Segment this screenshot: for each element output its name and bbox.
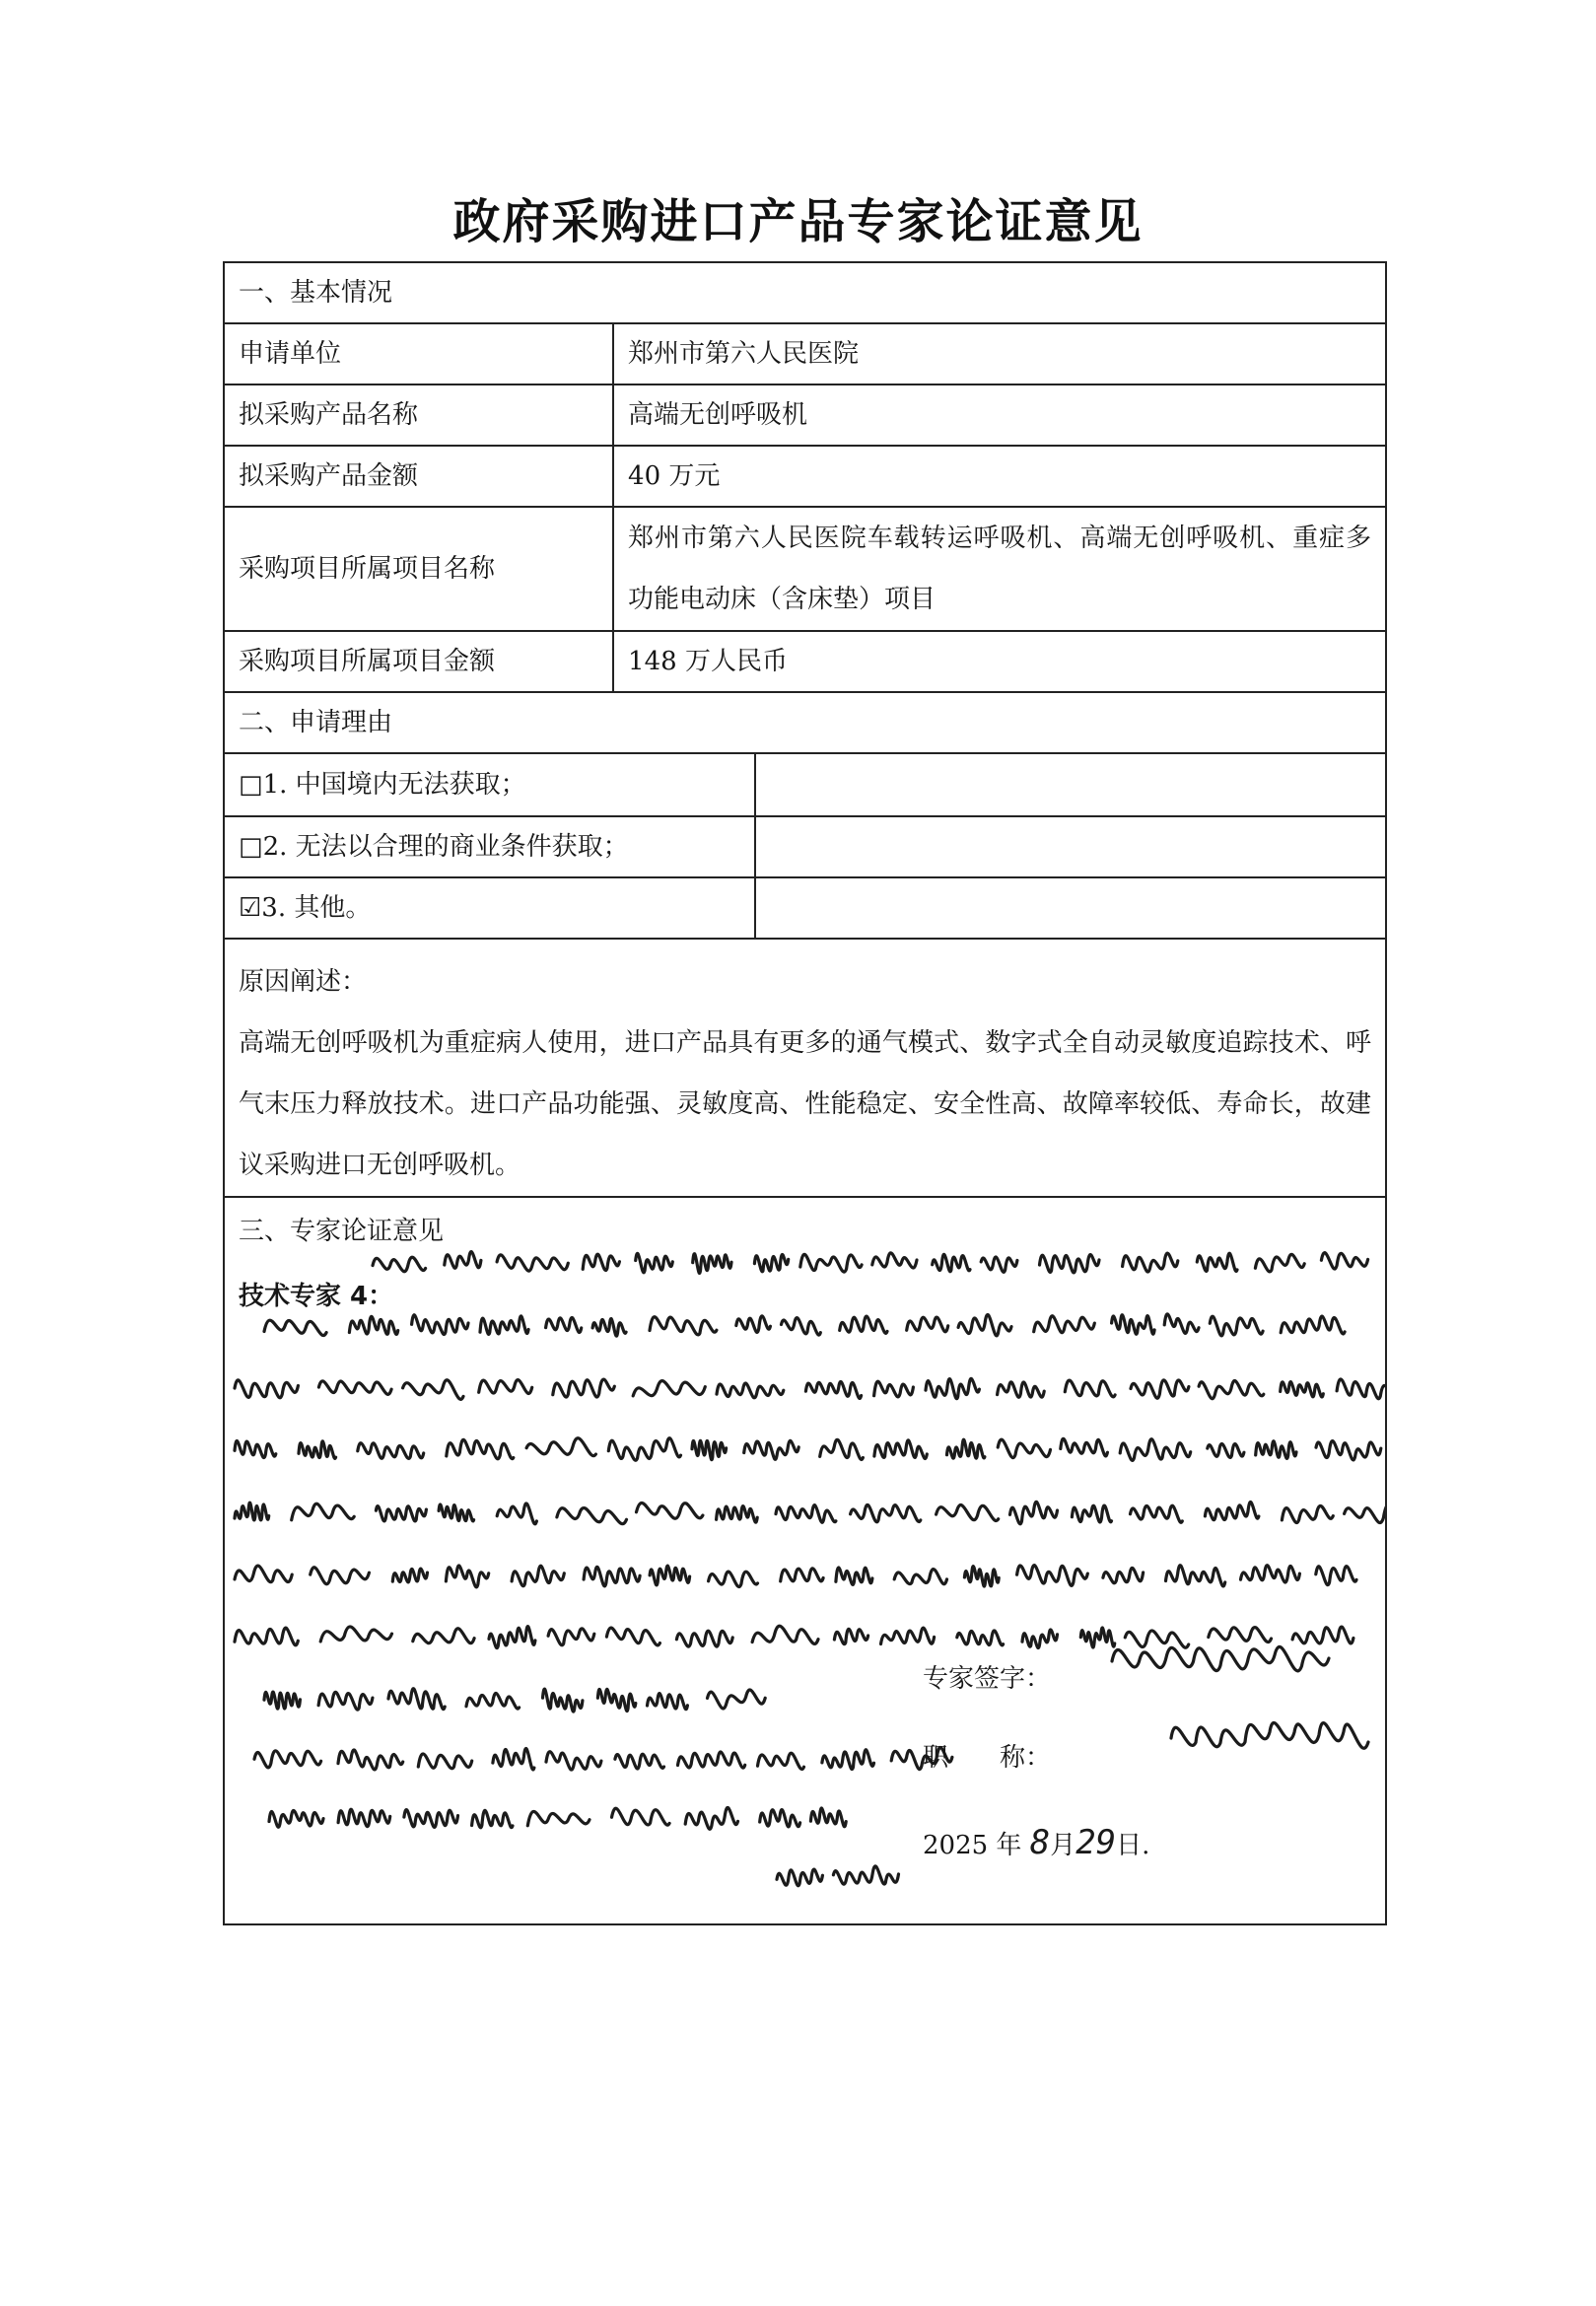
date-day: 29	[1076, 1823, 1117, 1862]
handwriting-stroke	[1209, 1628, 1272, 1642]
handwriting-stroke	[758, 1753, 804, 1769]
handwriting-stroke	[1166, 1566, 1225, 1586]
handwriting-stroke	[373, 1257, 426, 1271]
reason-explain-text: 高端无创呼吸机为重症病人使用，进口产品具有更多的通气模式、数字式全自动灵敏度追踪技术、呼气末压力释放技术。进口产品功能强、灵敏度高、性能稳定、安全性高、故障率较低、寿命长，故建议采购进口无创呼吸机。	[239, 1028, 1371, 1180]
handwriting-stroke	[760, 1810, 800, 1827]
handwriting-stroke	[615, 1754, 664, 1769]
handwriting-stroke	[937, 1505, 999, 1521]
handwriting-stroke	[1112, 1315, 1155, 1334]
handwriting-stroke	[235, 1628, 298, 1645]
handwriting-stroke	[446, 1566, 488, 1587]
handwriting-stroke	[776, 1505, 836, 1523]
field-value: 郑州市第六人民医院	[613, 323, 1386, 384]
handwriting-stroke	[1164, 1314, 1199, 1333]
handwriting-stroke	[872, 1253, 917, 1268]
handwriting-stroke	[254, 1751, 321, 1768]
handwriting-stroke	[874, 1440, 927, 1459]
handwriting-stroke	[933, 1254, 970, 1271]
field-label: 拟采购产品金额	[224, 446, 613, 507]
field-label: 申请单位	[224, 323, 613, 384]
handwriting-stroke	[447, 1439, 514, 1458]
handwriting-stroke	[1040, 1255, 1100, 1273]
handwriting-stroke	[1281, 1382, 1324, 1397]
reason-option-row	[224, 877, 1386, 939]
handwriting-stroke	[311, 1568, 370, 1584]
handwriting-stroke	[1061, 1438, 1108, 1456]
handwriting-stroke	[693, 1254, 731, 1274]
handwriting-stroke	[1131, 1380, 1189, 1398]
handwriting-stroke	[981, 1257, 1017, 1272]
handwriting-stroke	[851, 1504, 921, 1521]
handwriting-stroke	[964, 1567, 999, 1586]
handwriting-stroke	[1125, 1631, 1188, 1647]
field-label: 采购项目所属项目名称	[224, 507, 613, 631]
handwriting-stroke	[947, 1439, 985, 1458]
handwriting-stroke	[836, 1568, 872, 1584]
table-row	[224, 384, 1386, 446]
handwriting-stroke	[548, 1629, 594, 1645]
handwriting-stroke	[958, 1314, 1011, 1335]
reason-explanation	[224, 939, 1386, 1197]
handwriting-stroke	[636, 1253, 673, 1272]
handwriting-stroke	[466, 1693, 520, 1709]
handwriting-stroke	[1010, 1502, 1058, 1523]
handwriting-stroke	[637, 1502, 703, 1518]
handwriting-stroke	[597, 1689, 635, 1711]
handwriting-stroke	[1197, 1253, 1237, 1271]
handwriting-stroke	[1241, 1566, 1300, 1582]
reason-option-2: □2. 无法以合理的商业条件获取；	[224, 816, 755, 877]
handwriting-stroke	[412, 1315, 468, 1335]
handwriting-stroke	[926, 1378, 979, 1398]
handwriting-stroke	[998, 1382, 1045, 1397]
handwriting-stroke	[752, 1626, 818, 1643]
handwriting-stroke	[1255, 1254, 1304, 1271]
handwriting-stroke	[648, 1694, 688, 1710]
handwriting-stroke	[1034, 1316, 1095, 1333]
date-line	[923, 1817, 1149, 1869]
handwriting-stroke	[800, 1254, 862, 1272]
handwriting-stroke	[736, 1316, 771, 1333]
handwriting-stroke	[1022, 1630, 1058, 1648]
handwriting-stroke	[650, 1317, 717, 1335]
handwriting-stroke	[404, 1810, 458, 1828]
handwriting-stroke	[1256, 1441, 1296, 1459]
handwriting-stroke	[777, 1869, 822, 1886]
handwriting-stroke	[822, 1750, 874, 1770]
handwriting-stroke	[708, 1690, 766, 1709]
handwriting-stroke	[358, 1443, 424, 1459]
handwriting-stroke	[403, 1380, 463, 1400]
handwriting-stroke	[318, 1692, 373, 1710]
handwriting-stroke	[957, 1631, 1004, 1645]
table-row	[224, 323, 1386, 384]
table-row	[224, 446, 1386, 507]
reason-option-3: ☑3. 其他。	[224, 877, 755, 939]
handwriting-stroke	[445, 1252, 481, 1269]
handwriting-stroke	[592, 1319, 626, 1337]
page-title: 政府采购进口产品专家论证意见	[452, 194, 1144, 249]
handwriting-stroke	[810, 1808, 846, 1827]
handwriting-stroke	[881, 1628, 935, 1643]
handwriting-stroke	[1281, 1316, 1345, 1334]
handwriting-stroke	[1205, 1502, 1259, 1520]
handwriting-stroke	[479, 1380, 532, 1394]
handwriting-stroke	[781, 1569, 823, 1581]
handwriting-stroke	[833, 1866, 898, 1884]
handwriting-stroke	[320, 1627, 391, 1642]
handwriting-stroke	[527, 1811, 590, 1825]
handwriting-stroke	[1065, 1380, 1115, 1397]
handwriting-stroke	[1316, 1441, 1381, 1460]
handwriting-stroke	[1131, 1505, 1183, 1522]
handwriting-stroke	[709, 1572, 758, 1586]
form-table	[223, 261, 1387, 1925]
handwriting-stroke	[235, 1441, 276, 1458]
handwriting-stroke	[235, 1566, 292, 1582]
date-day-suffix: 日.	[1116, 1831, 1150, 1860]
handwriting-stroke	[678, 1752, 745, 1768]
reason-explain-label: 原因阐述：	[239, 967, 368, 997]
handwriting-stroke	[1120, 1439, 1191, 1461]
handwriting-stroke	[676, 1631, 732, 1646]
handwriting-stroke	[493, 1749, 534, 1770]
handwriting-stroke	[543, 1689, 583, 1712]
handwriting-stroke	[264, 1692, 300, 1709]
handwriting-stroke	[557, 1508, 627, 1524]
handwriting-stroke	[1072, 1505, 1111, 1522]
handwriting-stroke	[489, 1627, 535, 1648]
handwriting-stroke	[553, 1379, 615, 1397]
table-row	[224, 507, 1386, 631]
handwriting-stroke	[650, 1566, 690, 1585]
handwriting-stroke	[338, 1809, 390, 1826]
handwriting-stroke	[413, 1629, 474, 1643]
handwriting-stroke	[376, 1506, 426, 1521]
title-label: 职 称：	[923, 1743, 1052, 1773]
handwriting-stroke	[1321, 1253, 1367, 1269]
handwriting-stroke	[388, 1689, 445, 1710]
handwriting-stroke	[1208, 1444, 1244, 1458]
reason-option-blank	[755, 816, 1386, 877]
handwriting-stroke	[612, 1808, 670, 1825]
handwriting-stroke	[1292, 1627, 1353, 1643]
handwriting-stroke	[717, 1506, 758, 1522]
handwriting-stroke	[338, 1750, 403, 1770]
expert-opinion-cell	[224, 1197, 1386, 1924]
field-label: 采购项目所属项目金额	[224, 631, 613, 692]
handwriting-stroke	[840, 1316, 887, 1333]
handwriting-stroke	[805, 1382, 861, 1399]
field-value: 郑州市第六人民医院车载转运呼吸机、高端无创呼吸机、重症多功能电动床（含床垫）项目	[613, 507, 1386, 631]
handwriting-stroke	[497, 1503, 536, 1524]
handwriting-stroke	[1337, 1379, 1386, 1399]
handwriting-stroke	[235, 1380, 298, 1398]
handwriting-stroke	[782, 1318, 821, 1335]
handwriting-stroke	[834, 1629, 867, 1643]
handwritten-opinion	[225, 1198, 1386, 1924]
handwriting-stroke	[439, 1504, 474, 1521]
field-label: 拟采购产品名称	[224, 384, 613, 446]
reason-option-row	[224, 816, 1386, 877]
handwriting-stroke	[754, 1255, 788, 1272]
handwriting-stroke	[717, 1383, 784, 1398]
handwriting-stroke	[1103, 1568, 1144, 1582]
handwriting-stroke	[692, 1440, 727, 1459]
signature-label: 专家签字：	[923, 1664, 1052, 1694]
handwriting-stroke	[472, 1810, 513, 1827]
handwriting-stroke	[820, 1439, 864, 1459]
field-value: 高端无创呼吸机	[613, 384, 1386, 446]
handwriting-stroke	[299, 1441, 336, 1459]
section-header-opinion: 三、专家论证意见	[239, 1217, 445, 1246]
handwriting-stroke	[392, 1569, 427, 1582]
handwriting-stroke	[318, 1381, 391, 1395]
handwriting-stroke	[907, 1317, 948, 1332]
handwriting-stroke	[584, 1567, 640, 1586]
handwriting-stroke	[269, 1810, 323, 1827]
signature-stroke	[1112, 1646, 1329, 1670]
handwriting-stroke	[608, 1438, 680, 1460]
handwriting-stroke	[1282, 1505, 1333, 1522]
date-year: 2025 年	[923, 1831, 1022, 1860]
reason-option-row	[224, 753, 1386, 816]
signature-stroke	[1171, 1723, 1368, 1749]
handwriting-stroke	[1345, 1504, 1386, 1522]
handwriting-stroke	[512, 1566, 564, 1585]
handwriting-stroke	[874, 1381, 914, 1397]
handwriting-stroke	[497, 1255, 568, 1271]
field-value: 40 万元	[613, 446, 1386, 507]
handwriting-stroke	[633, 1381, 705, 1396]
expert-label: 技术专家 4：	[239, 1282, 394, 1311]
section-header-reason: 二、申请理由	[224, 692, 1386, 753]
handwriting-stroke	[349, 1316, 397, 1334]
table-row	[224, 631, 1386, 692]
handwriting-stroke	[1017, 1566, 1088, 1586]
handwriting-stroke	[606, 1628, 659, 1645]
date-month: 8	[1029, 1823, 1051, 1862]
handwriting-stroke	[998, 1439, 1050, 1457]
handwriting-stroke	[480, 1316, 528, 1334]
handwriting-stroke	[264, 1320, 326, 1335]
section-header-basic: 一、基本情况	[224, 262, 1386, 323]
reason-option-1: □1. 中国境内无法获取；	[224, 753, 755, 816]
handwriting-stroke	[1080, 1628, 1114, 1647]
handwriting-stroke	[546, 1317, 582, 1332]
handwriting-stroke	[894, 1570, 946, 1584]
handwriting-stroke	[1123, 1253, 1178, 1272]
reason-option-blank	[755, 753, 1386, 816]
field-value: 148 万人民币	[613, 631, 1386, 692]
handwriting-stroke	[1210, 1316, 1263, 1336]
date-month-suffix: 月	[1050, 1831, 1076, 1860]
handwriting-stroke	[685, 1807, 737, 1829]
handwriting-stroke	[546, 1752, 601, 1770]
handwriting-stroke	[235, 1502, 269, 1520]
handwriting-stroke	[418, 1754, 471, 1769]
handwriting-stroke	[1316, 1567, 1356, 1585]
handwriting-stroke	[583, 1254, 619, 1270]
handwriting-stroke	[1199, 1381, 1264, 1399]
reason-option-blank	[755, 877, 1386, 939]
handwriting-stroke	[526, 1438, 595, 1456]
handwriting-stroke	[744, 1440, 799, 1459]
handwriting-stroke	[292, 1503, 355, 1520]
